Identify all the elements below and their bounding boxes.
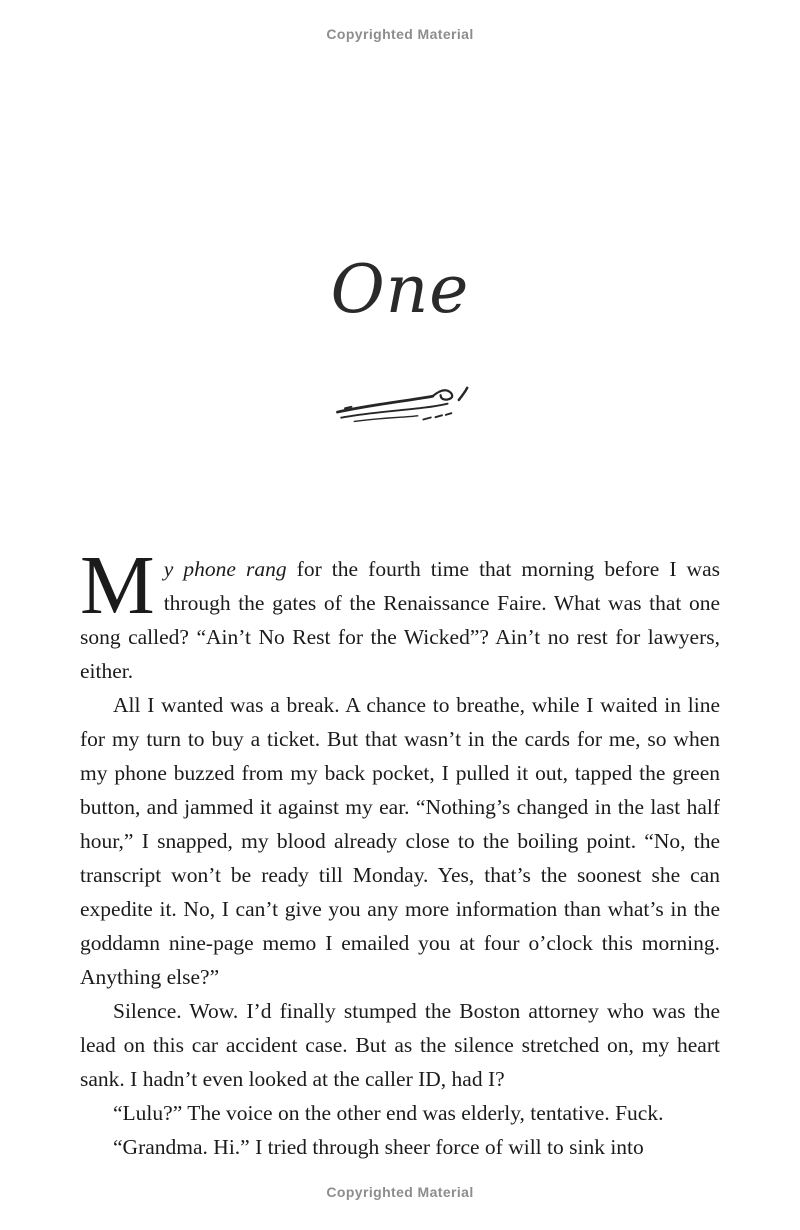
copyright-notice-top: Copyrighted Material <box>326 26 474 42</box>
paragraph: All I wanted was a break. A chance to breathe, while I waited in line for my turn to buy a ticket. But that wasn’t in the cards for me, so when my phone buzzed from my back pocket, I pulled it out, tapped the green button, and jammed it against my ear. “Nothing’s changed in the last half hour,” I snapped, my blood already close to the boiling point. “No, the transcript won’t be ready till Monday. Yes, that’s the soonest she can expedite it. No, I can’t give you any more information than what’s in the goddamn nine-page memo I emailed you at four o’clock this morning. Anything else?” <box>80 693 720 989</box>
flourish-ornament <box>0 380 800 437</box>
paragraph-text: for the fourth time that morning before I was through the gates of the Renaissance Faire. What was that one song called? “Ain’t No Rest for the Wicked”? Ain’t no rest for lawyers, either. <box>80 557 720 683</box>
paragraph <box>80 539 720 688</box>
italic-lead: y phone rang <box>163 557 287 581</box>
dropcap: M <box>80 539 155 632</box>
paragraph: “Grandma. Hi.” I tried through sheer force of will to sink into <box>113 1135 644 1159</box>
chapter-title: One <box>330 251 470 328</box>
paragraph: “Lulu?” The voice on the other end was elderly, tentative. Fuck. <box>113 1101 664 1125</box>
copyright-notice-bottom: Copyrighted Material <box>326 1184 474 1200</box>
paragraph: Silence. Wow. I’d finally stumped the Boston attorney who was the lead on this car accident case. But as the silence stretched on, my heart sank. I hadn’t even looked at the caller ID, had I? <box>80 999 720 1091</box>
flourish-icon <box>330 380 470 432</box>
chapter-body <box>80 539 720 1164</box>
